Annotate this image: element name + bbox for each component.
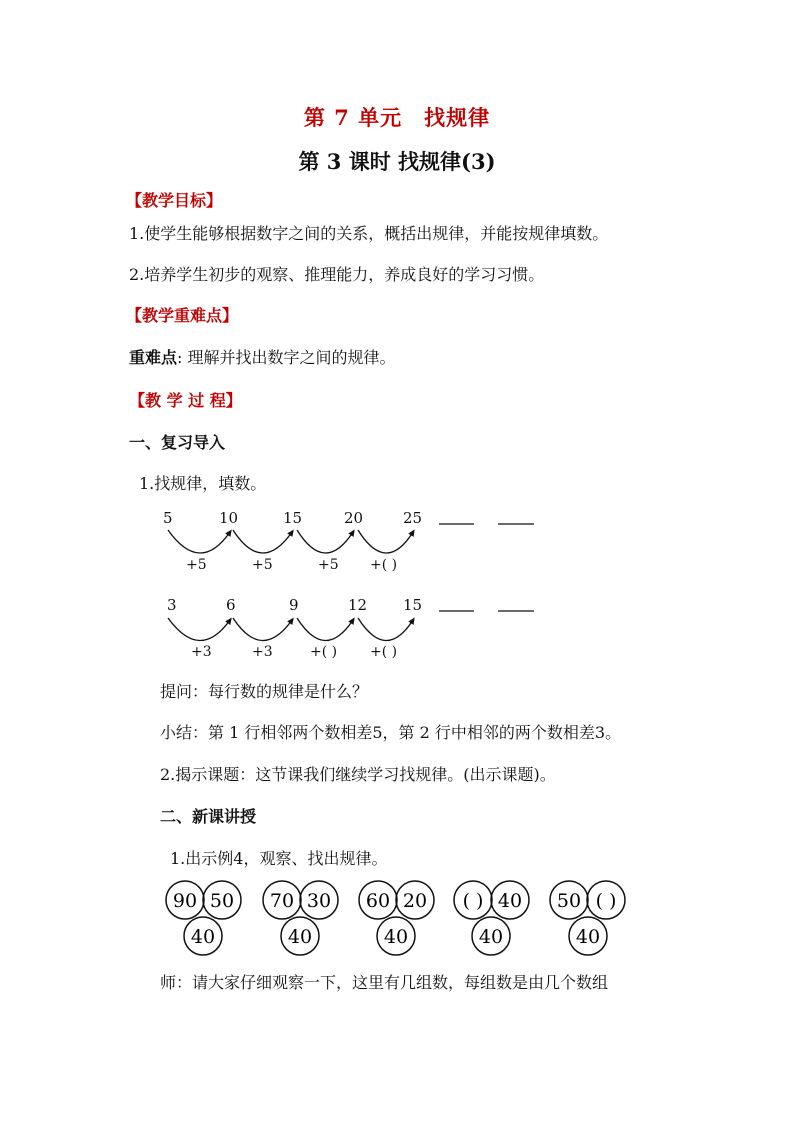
row1-op-4: +( ) — [370, 557, 398, 573]
objective-item-2: 2.培养学生初步的观察、推理能力，养成良好的学习习惯。 — [129, 265, 545, 284]
row2-number-2: 6 — [226, 596, 236, 614]
row1-op-1: +5 — [186, 557, 207, 573]
group2-bottom: 40 — [287, 926, 313, 948]
group1-right: 50 — [209, 890, 235, 912]
group1-left: 90 — [172, 890, 198, 912]
review-task: 1.找规律，填数。 — [139, 474, 267, 493]
group4-right: 40 — [497, 890, 523, 912]
process-heading: 【教 学 过 程】 — [129, 391, 242, 410]
key-points-heading: 【教学重难点】 — [126, 306, 239, 325]
group1-bottom: 40 — [190, 926, 216, 948]
group5-right: ( ) — [595, 890, 617, 912]
circle-group-4 — [454, 881, 529, 955]
row2-number-4: 12 — [348, 596, 368, 614]
group3-right: 20 — [402, 890, 428, 912]
circle-group-2 — [263, 881, 338, 955]
circle-group-3 — [359, 881, 434, 955]
group2-left: 70 — [269, 890, 295, 912]
row1-number-3: 15 — [283, 509, 303, 527]
key-points-text: : 理解并找出数字之间的规律。 — [177, 348, 396, 367]
row2-op-2: +3 — [252, 644, 273, 660]
review-summary: 小结：第 1 行相邻两个数相差5，第 2 行中相邻的两个数相差3。 — [160, 723, 622, 742]
objectives-heading: 【教学目标】 — [126, 191, 223, 210]
group4-left: ( ) — [462, 890, 484, 912]
row2-op-4: +( ) — [370, 644, 398, 660]
unit-title: 第 7 单元 找规律 — [303, 105, 491, 130]
group4-bottom: 40 — [478, 926, 504, 948]
row2-number-3: 9 — [289, 596, 299, 614]
review-reveal: 2.揭示课题：这节课我们继续学习找规律。(出示课题)。 — [160, 765, 556, 784]
row1-number-4: 20 — [344, 509, 364, 527]
row1-number-5: 25 — [403, 509, 423, 527]
group3-bottom: 40 — [383, 926, 409, 948]
new-lesson-heading: 二、新课讲授 — [160, 807, 257, 826]
row1-op-2: +5 — [252, 557, 273, 573]
row2-op-3: +( ) — [310, 644, 338, 660]
row2-number-5: 15 — [403, 596, 423, 614]
lesson-title: 第 3 课时 找规律(3) — [298, 149, 496, 174]
new-lesson-task: 1.出示例4，观察、找出规律。 — [170, 849, 388, 868]
group5-bottom: 40 — [575, 926, 601, 948]
row1-number-2: 10 — [219, 509, 239, 527]
group2-right: 30 — [306, 890, 332, 912]
row1-number-1: 5 — [163, 509, 173, 527]
review-question: 提问：每行数的规律是什么？ — [160, 682, 369, 701]
group3-left: 60 — [365, 890, 391, 912]
circle-group-1 — [166, 881, 241, 955]
row2-number-1: 3 — [167, 596, 177, 614]
circle-group-5 — [550, 881, 625, 955]
teacher-prompt: 师：请大家仔细观察一下，这里有几组数，每组数是由几个数组 — [160, 973, 609, 992]
review-heading: 一、复习导入 — [129, 433, 226, 452]
key-points-label: 重难点 — [129, 348, 178, 367]
row1-op-3: +5 — [318, 557, 339, 573]
row2-op-1: +3 — [191, 644, 212, 660]
group5-left: 50 — [556, 890, 582, 912]
objective-item-1: 1.使学生能够根据数字之间的关系，概括出规律，并能按规律填数。 — [129, 224, 609, 243]
